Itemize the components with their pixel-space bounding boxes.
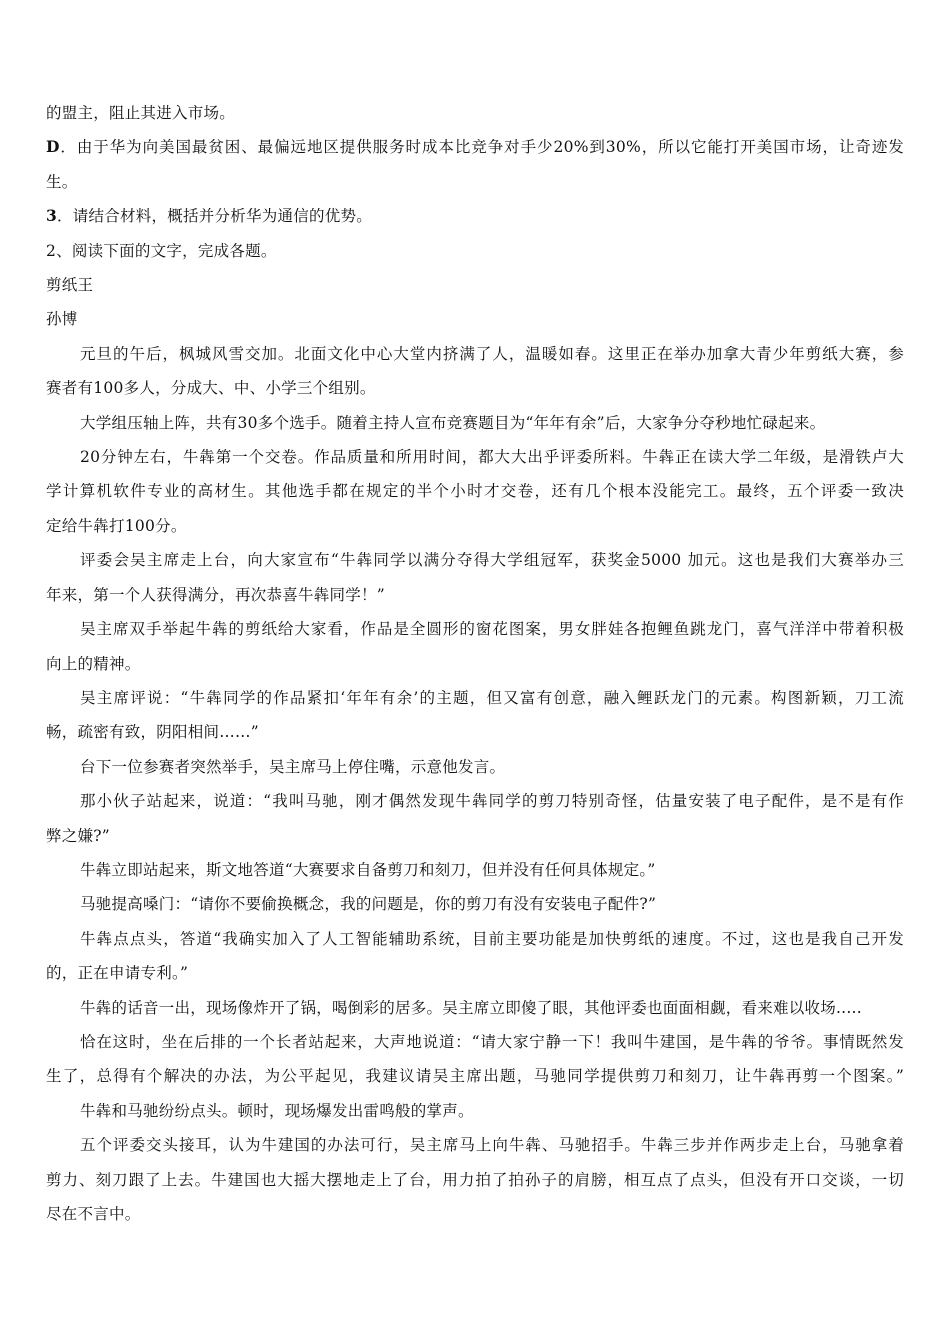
paragraph-line: 生了，总得有个解决的办法，为公平起见，我建议请吴主席出题，马驰同学提供剪刀和刻刀，让牛犇再剪一个图案。” [46,1067,904,1086]
paragraph-line: 马驰提高嗓门：“请你不要偷换概念，我的问题是，你的剪刀有没有安装电子配件?” [80,895,657,914]
question-3-number: 3 [46,206,58,226]
paragraph-line: 牛犇点点头，答道“我确实加入了人工智能辅助系统，目前主要功能是加快剪纸的速度。不过，这也是我自己开发 [80,929,904,948]
paragraph-line: 牛犇和马驰纷纷点头。顿时，现场爆发出雷鸣般的掌声。 [80,1101,474,1120]
paragraph-line: 畅，疏密有致，阴阳相间……” [46,723,259,742]
paragraph-line: 恰在这时，坐在后排的一个长者站起来，大声地说道：“请大家宁静一下！我叫牛建国，是牛犇的爷爷。事情既然发 [80,1032,904,1051]
paragraph-line: 赛者有100多人，分成大、中、小学三个组别。 [46,379,376,398]
article-author: 孙博 [46,310,78,329]
paragraph-line: 的，正在申请专利。” [46,964,189,983]
question-3 [46,199,904,233]
paragraph-line: 牛犇的话音一出，现场像炸开了锅，喝倒彩的居多。吴主席立即傻了眼，其他评委也面面相觑，看来难以收场..... [80,998,862,1017]
option-d-text: ．由于华为向美国最贫困、最偏远地区提供服务时成本比竞争对手少20%到30%，所以它能打开美国市场，让奇迹发 [59,138,904,157]
paragraph-line: 学计算机软件专业的高材生。其他选手都在规定的半个小时才交卷，还有几个根本没能完工。最终，五个评委一致决 [46,482,904,501]
option-c-continuation: 的盟主，阻止其进入市场。 [46,104,236,122]
paragraph-line: 台下一位参赛者突然举手，吴主席马上停住嘴，示意他发言。 [80,757,506,776]
paragraph-line: 定给牛犇打100分。 [46,516,187,535]
article-title: 剪纸王 [46,276,94,295]
option-d-line-1 [46,130,904,164]
paragraph-line: 牛犇立即站起来，斯文地答道“大赛要求自备剪刀和刻刀，但并没有任何具体规定。” [80,860,656,879]
paragraph-line: 元旦的午后，枫城风雪交加。北面文化中心大堂内挤满了人，温暖如春。这里正在举办加拿大青少年剪纸大赛，参 [80,344,904,363]
paragraph-line: 年来，第一个人获得满分，再次恭喜牛犇同学！” [46,585,385,604]
section-heading: 2、阅读下面的文字，完成各题。 [46,241,277,260]
question-3-text: ．请结合材料，概括并分析华为通信的优势。 [57,207,373,226]
paragraph-line: 那小伙子站起来，说道：“我叫马驰，刚才偶然发现牛犇同学的剪刀特别奇怪，估量安装了电子配件，是不是有作 [80,792,904,811]
paragraph-line: 吴主席双手举起牛犇的剪纸给大家看，作品是全圆形的窗花图案，男女胖娃各抱鲤鱼跳龙门，喜气洋洋中带着积极 [80,620,904,639]
document-page [46,96,904,1231]
paragraph-line: 评委会吴主席走上台，向大家宣布“牛犇同学以满分夺得大学组冠军，获奖金5000 加元。这也是我们大赛举办三 [80,551,904,570]
paragraph-line: 剪力、刻刀跟了上去。牛建国也大摇大摆地走上了台，用力拍了拍孙子的肩膀，相互点了点头，但没有开口交谈，一切 [46,1170,904,1189]
option-d-line-2: 生。 [46,172,78,191]
paragraph-line: 20分钟左右，牛犇第一个交卷。作品质量和所用时间，都大大出乎评委所料。牛犇正在读大学二年级，是滑铁卢大 [80,448,904,467]
paragraph-line: 吴主席评说：“牛犇同学的作品紧扣‘年年有余’的主题，但又富有创意，融入鲤跃龙门的元素。构图新颖，刀工流 [80,688,904,707]
paragraph-line: 尽在不言中。 [46,1205,141,1223]
paragraph-line: 五个评委交头接耳，认为牛建国的办法可行，吴主席马上向牛犇、马驰招手。牛犇三步并作两步走上台，马驰拿着 [80,1136,904,1155]
option-d-marker: D [46,137,60,157]
paragraph-line: 向上的精神。 [46,654,141,673]
paragraph-line: 弊之嫌?” [46,826,110,845]
paragraph-line: 大学组压轴上阵，共有30多个选手。随着主持人宣布竞赛题目为“年年有余”后，大家争分夺秒地忙碌起来。 [80,413,826,432]
